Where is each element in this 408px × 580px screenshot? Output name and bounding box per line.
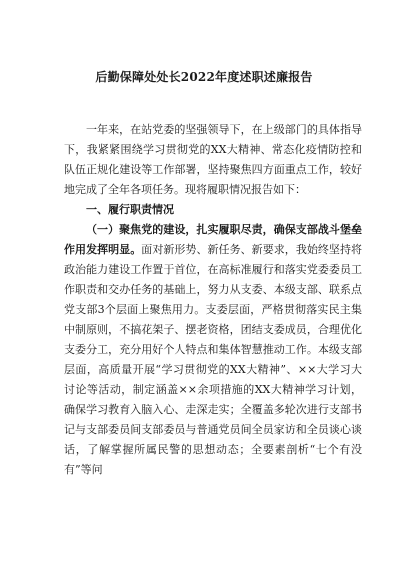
section-heading: 一、履行职责情况 bbox=[86, 203, 174, 216]
item-lead: （一）聚焦党的建设，扎实履职尽责，确保支部战斗堡垒作用发挥明显。 bbox=[64, 223, 362, 256]
document-title: 后勤保障处处长2022年度述职述廉报告 bbox=[95, 70, 313, 84]
intro-paragraph: 一年来，在站党委的坚强领导下，在上级部门的具体指导下，我紧紧围绕学习贯彻党的XX大精神、常态化疫情防控和队伍正规化建设等工作部署，坚持聚焦四方面重点工作，较好地完成了全年各项任务。现将履职情况报告如下： bbox=[64, 123, 362, 196]
item-paragraph bbox=[64, 220, 362, 480]
document-body bbox=[64, 120, 362, 480]
item-text: 面对新形势、新任务、新要求，我始终坚持将政治能力建设工作置于首位，在高标准履行和落实党委委员工作职责和交办任务的基础上，努力从支委、本级支部、联系点党支部3个层面上聚焦用力。支委层面，严格贯彻落实民主集中制原则，不搞花架子、摆老资格，团结支委成员，合理优化支委分工，充分用好个人特点和集体智慧推动工作。本级支部层面，高质量开展“学习贯彻党的XX大精神”、××大学习大讨论等活动，制定涵盖××余项措施的XX大精神学习计划，确保学习教育入脑入心、走深走实；全覆盖多轮次进行支部书记与支部委员间支部委员与普通党员间全员家访和全员谈心谈话，了解掌握所属民警的思想动态；全要素剖析“七个有没有”等问 bbox=[64, 243, 363, 476]
